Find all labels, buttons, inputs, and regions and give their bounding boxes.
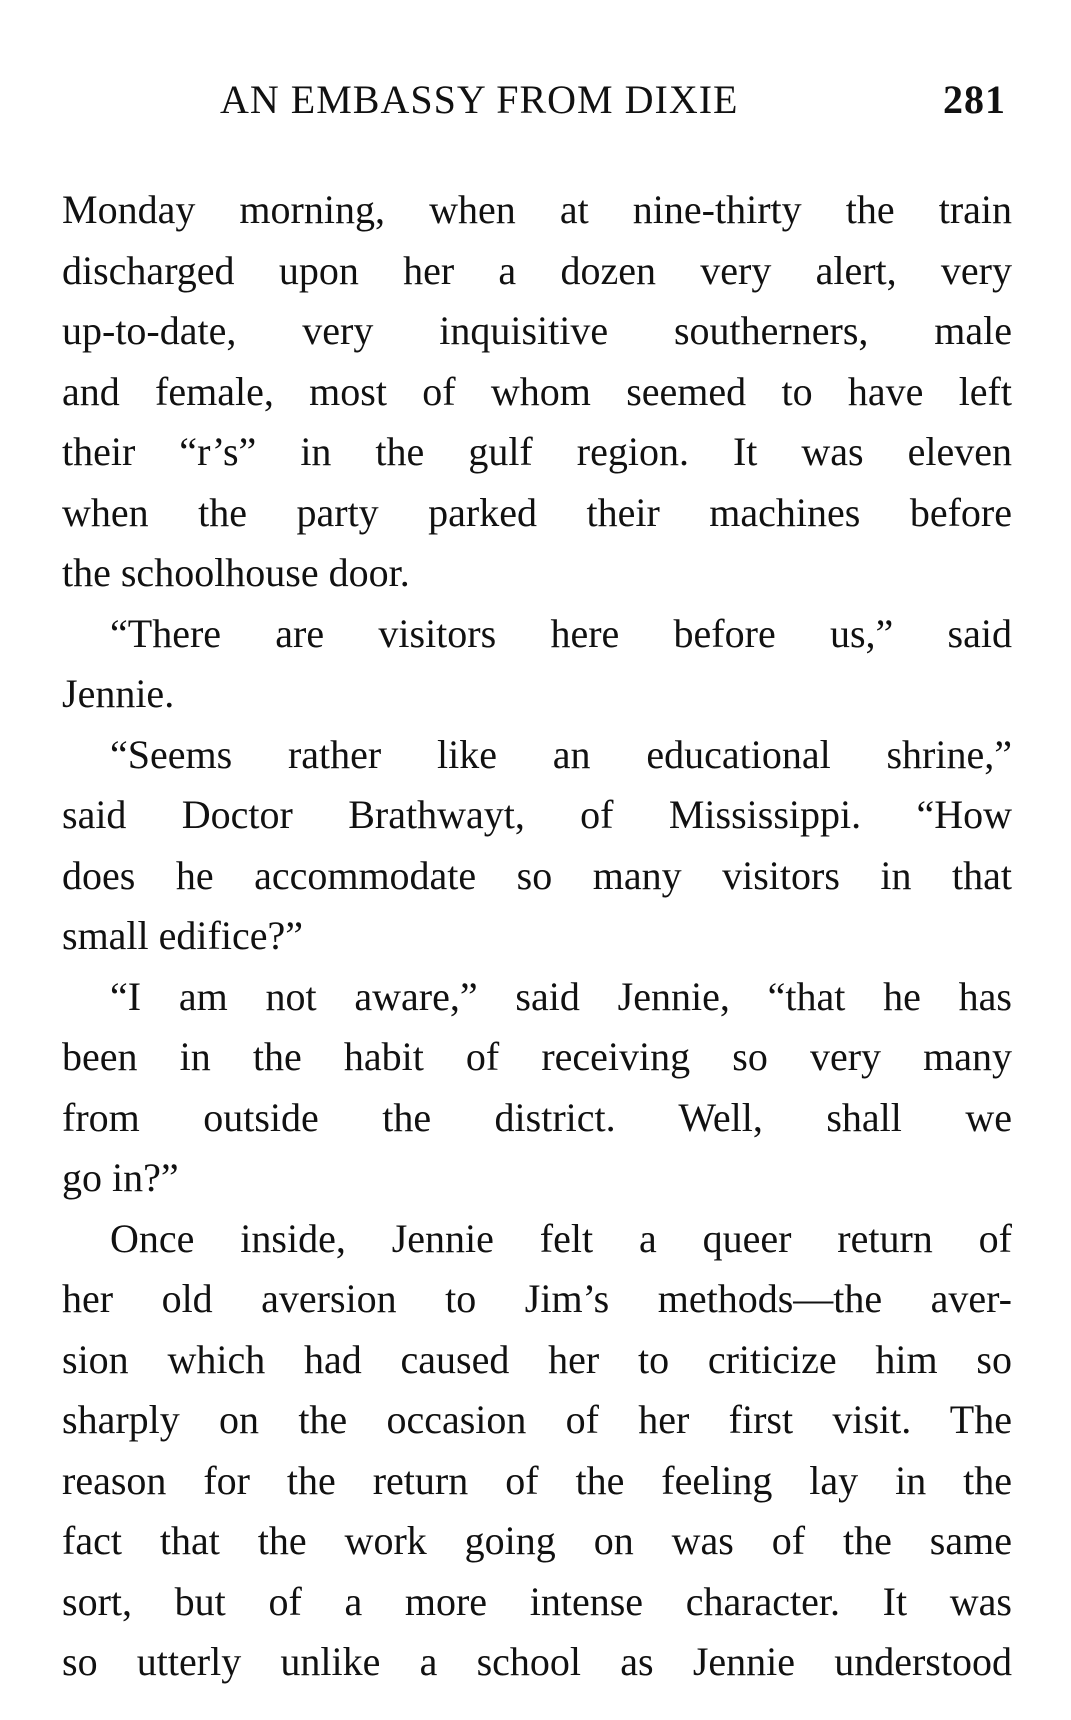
text-line: fact that the work going on was of the same	[62, 1518, 1012, 1563]
text-line: so utterly unlike a school as Jennie understood	[62, 1639, 1012, 1684]
text-line: from outside the district. Well, shall we	[62, 1094, 1012, 1140]
text-line: Jennie.	[62, 671, 175, 716]
page-number: 281	[943, 77, 1006, 122]
text-line: up-to-date, very inquisitive southerners, male	[62, 308, 1012, 353]
running-head	[62, 76, 1012, 126]
text-line: sort, but of a more intense character. It was	[62, 1578, 1012, 1624]
running-title: AN EMBASSY FROM DIXIE	[220, 77, 739, 122]
text-line: when the party parked their machines before	[62, 489, 1012, 535]
body-text	[62, 180, 1012, 1693]
text-line: the schoolhouse door.	[62, 550, 410, 595]
text-line: “Seems rather like an educational shrine,”	[110, 731, 1012, 777]
text-line: sion which had caused her to criticize him so	[62, 1336, 1012, 1382]
text-line: does he accommodate so many visitors in that	[62, 852, 1012, 898]
text-line: said Doctor Brathwayt, of Mississippi. “How	[62, 792, 1012, 837]
text-line: small edifice?”	[62, 913, 303, 958]
text-line: “I am not aware,” said Jennie, “that he has	[110, 973, 1012, 1019]
text-line: their “r’s” in the gulf region. It was eleven	[62, 429, 1012, 474]
text-line: and female, most of whom seemed to have left	[62, 368, 1012, 414]
text-line: sharply on the occasion of her first visit. The	[62, 1397, 1012, 1442]
text-line: “There are visitors here before us,” said	[110, 610, 1012, 656]
text-line: been in the habit of receiving so very many	[62, 1034, 1012, 1079]
text-line: discharged upon her a dozen very alert, very	[62, 247, 1012, 293]
text-line: Once inside, Jennie felt a queer return of	[110, 1215, 1012, 1261]
text-line: her old aversion to Jim’s methods—the aver-	[62, 1276, 1012, 1321]
text-line: Monday morning, when at nine-thirty the train	[62, 187, 1012, 232]
text-line: go in?”	[62, 1155, 179, 1200]
text-line: reason for the return of the feeling lay in the	[62, 1457, 1012, 1503]
